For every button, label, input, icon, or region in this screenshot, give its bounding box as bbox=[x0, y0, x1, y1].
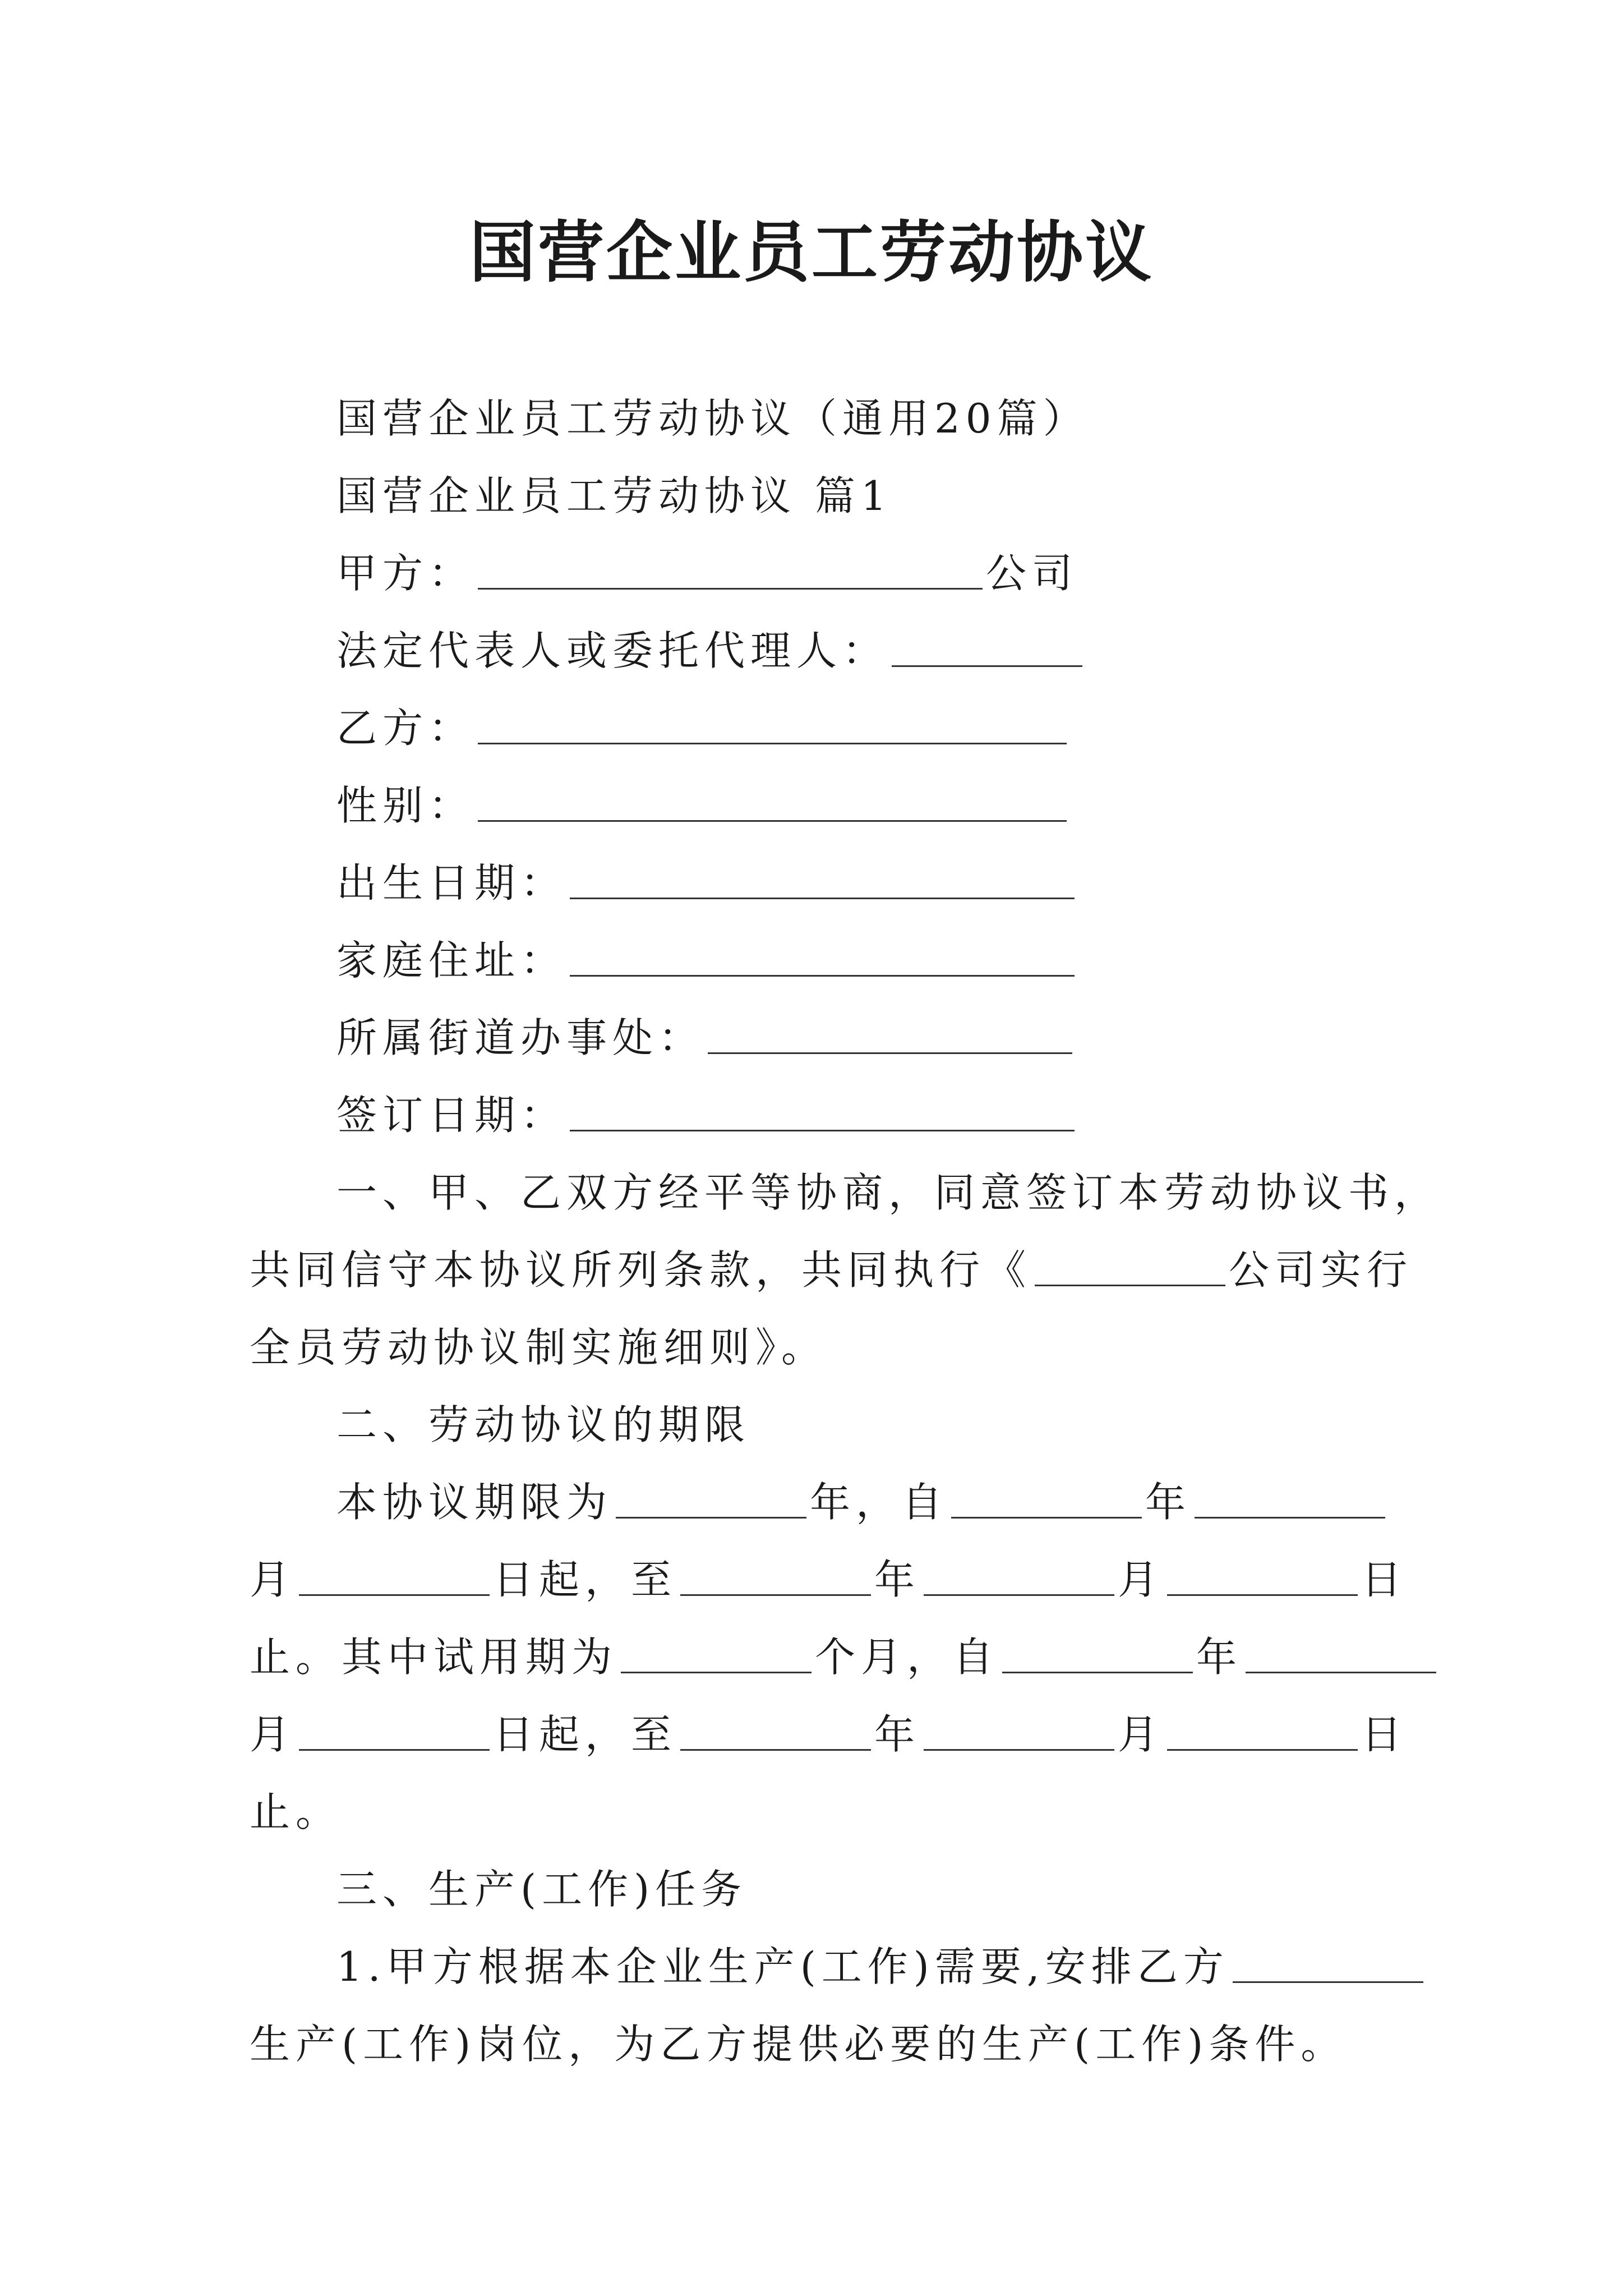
probation-from-label: 个月，自 bbox=[815, 1634, 999, 1681]
birth-date-blank bbox=[570, 861, 1075, 899]
clause1-line2 bbox=[250, 1227, 1413, 1306]
probation-start-month-blank bbox=[1246, 1635, 1436, 1673]
clause2-line1 bbox=[336, 1460, 1389, 1538]
end-month-blank bbox=[924, 1557, 1114, 1596]
term-from-label: 年，自 bbox=[810, 1479, 948, 1526]
start-month-blank bbox=[1195, 1480, 1385, 1519]
sign-date-blank bbox=[570, 1093, 1075, 1131]
representative-blank bbox=[892, 628, 1082, 667]
gender-row bbox=[336, 763, 1070, 841]
party-b-blank bbox=[478, 706, 1067, 744]
year-label: 年 bbox=[874, 1711, 921, 1758]
office-row bbox=[336, 995, 1076, 1074]
probation-start-day-blank bbox=[299, 1712, 490, 1751]
clause3-heading: 三、生产(工作)任务 bbox=[336, 1866, 748, 1913]
page-title: 国营企业员工劳动协议 bbox=[469, 213, 1154, 291]
end-day-blank bbox=[1167, 1557, 1358, 1596]
month-label: 月 bbox=[1118, 1556, 1164, 1603]
party-a-row bbox=[336, 531, 1078, 609]
party-a-blank bbox=[478, 551, 983, 590]
address-blank bbox=[570, 938, 1075, 977]
end-year-blank bbox=[680, 1557, 871, 1596]
clause3-item1-line2: 生产(工作)岗位，为乙方提供必要的生产(工作)条件。 bbox=[250, 2021, 1347, 2068]
party-b-label: 乙方： bbox=[336, 705, 475, 752]
clause2-line3 bbox=[250, 1614, 1440, 1693]
subtitle: 国营企业员工劳动协议（通用20篇） bbox=[336, 395, 1089, 442]
month-label: 月 bbox=[250, 1711, 296, 1758]
clause2-line5: 止。 bbox=[250, 1788, 342, 1835]
office-blank bbox=[708, 1015, 1072, 1054]
start-day-blank bbox=[299, 1557, 490, 1596]
year-label: 年 bbox=[874, 1556, 921, 1603]
day-label: 日 bbox=[1361, 1556, 1408, 1603]
probation-start-year-blank bbox=[1002, 1635, 1193, 1673]
term-label: 本协议期限为 bbox=[336, 1479, 613, 1526]
year-label: 年 bbox=[1196, 1634, 1243, 1681]
party-a-suffix: 公司 bbox=[986, 550, 1078, 597]
year-label: 年 bbox=[1145, 1479, 1192, 1526]
address-row bbox=[336, 918, 1078, 996]
clause1-line3: 全员劳动协议制实施细则》。 bbox=[250, 1324, 828, 1371]
representative-row bbox=[336, 608, 1086, 687]
term-years-blank bbox=[616, 1480, 806, 1519]
birth-date-label: 出生日期： bbox=[336, 859, 567, 907]
clause3-item1-text: 1.甲方根据本企业生产(工作)需要,安排乙方 bbox=[336, 1943, 1229, 1990]
clause1-line1: 一、甲、乙双方经平等协商，同意签订本劳动协议书， bbox=[336, 1169, 1441, 1216]
party-b-row bbox=[336, 685, 1070, 764]
probation-end-year-blank bbox=[680, 1712, 871, 1751]
probation-end-day-blank bbox=[1167, 1712, 1358, 1751]
start-year-blank bbox=[951, 1480, 1142, 1519]
clause1-text-b: 公司实行 bbox=[1229, 1246, 1413, 1294]
clause3-item1-line1 bbox=[336, 1924, 1427, 2003]
month-label: 月 bbox=[250, 1556, 296, 1603]
clause2-heading: 二、劳动协议的期限 bbox=[336, 1401, 751, 1448]
from-to-label: 日起，至 bbox=[493, 1711, 677, 1758]
office-label: 所属街道办事处： bbox=[336, 1014, 705, 1061]
position-blank bbox=[1233, 1944, 1423, 1983]
clause2-line2 bbox=[250, 1537, 1407, 1616]
representative-label: 法定代表人或委托代理人： bbox=[336, 627, 889, 674]
section-heading: 国营企业员工劳动协议 篇1 bbox=[336, 472, 892, 519]
probation-label: 止。其中试用期为 bbox=[250, 1634, 618, 1681]
sign-date-label: 签订日期： bbox=[336, 1092, 567, 1139]
company-name-blank bbox=[1035, 1248, 1225, 1286]
clause2-line4 bbox=[250, 1692, 1407, 1770]
sign-date-row bbox=[336, 1073, 1078, 1151]
gender-blank bbox=[478, 783, 1067, 822]
clause1-text-a: 共同信守本协议所列条款，共同执行《 bbox=[250, 1246, 1032, 1294]
birth-date-row bbox=[336, 840, 1078, 919]
probation-months-blank bbox=[621, 1635, 811, 1673]
address-label: 家庭住址： bbox=[336, 937, 567, 984]
gender-label: 性别： bbox=[336, 782, 475, 829]
from-to-label: 日起，至 bbox=[493, 1556, 677, 1603]
party-a-label: 甲方： bbox=[336, 550, 475, 597]
month-label: 月 bbox=[1118, 1711, 1164, 1758]
day-label: 日 bbox=[1361, 1711, 1408, 1758]
probation-end-month-blank bbox=[924, 1712, 1114, 1751]
